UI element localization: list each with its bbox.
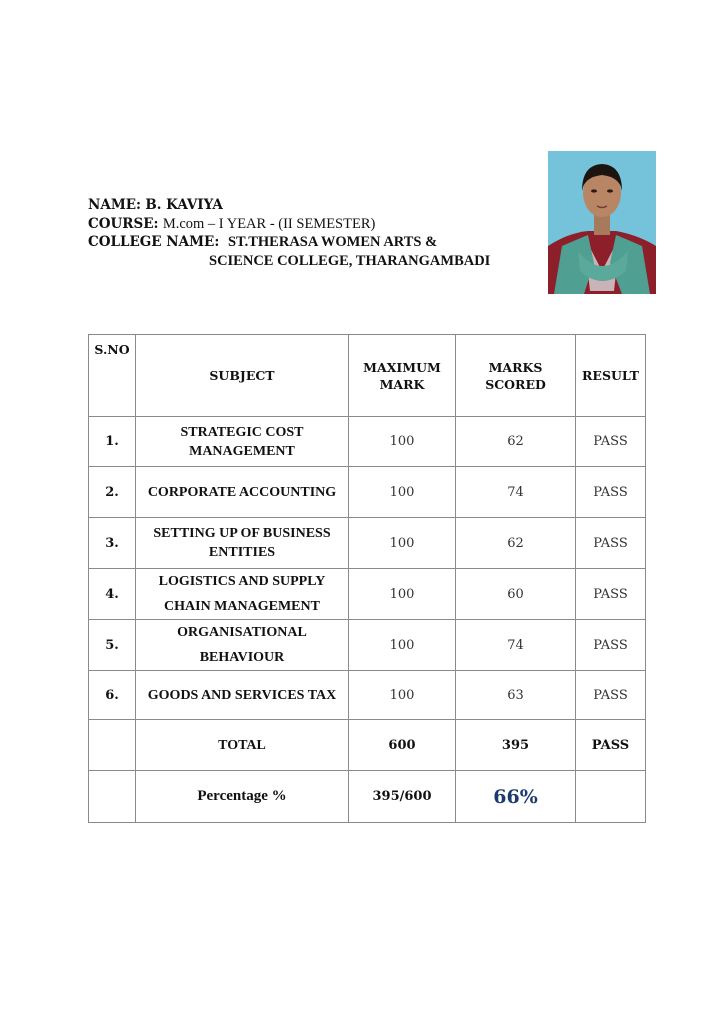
row-subject-line2: CHAIN MANAGEMENT	[164, 599, 320, 614]
percentage-result-empty	[576, 771, 646, 823]
percentage-sno-empty	[89, 771, 136, 823]
row-marks-scored: 63	[456, 671, 576, 720]
row-result: PASS	[576, 569, 646, 620]
table-row	[89, 620, 646, 671]
row-result: PASS	[576, 467, 646, 518]
header-maximum-mark-line1: MAXIMUM	[363, 359, 441, 375]
portrait-image	[548, 151, 656, 294]
row-subject-line1: CORPORATE ACCOUNTING	[147, 484, 337, 500]
course-value: M.com – I YEAR - (II SEMESTER)	[162, 215, 376, 232]
marks-table	[88, 334, 646, 823]
row-max-mark: 100	[349, 620, 456, 671]
percentage-row	[89, 771, 646, 823]
row-sno: 2.	[89, 467, 136, 518]
college-line-2	[88, 252, 490, 271]
row-result: PASS	[576, 671, 646, 720]
row-subject-line1: LOGISTICS AND SUPPLY	[158, 574, 326, 589]
header-marks-scored	[456, 335, 576, 417]
row-sno: 1.	[89, 417, 136, 467]
total-max: 600	[349, 720, 456, 771]
student-info	[88, 196, 490, 270]
name-label: NAME:	[88, 197, 142, 213]
header-marks-scored-line2: SCORED	[485, 376, 546, 392]
header-marks-scored-line1: MARKS	[488, 359, 543, 375]
row-sno: 5.	[89, 620, 136, 671]
college-label: COLLEGE NAME:	[88, 234, 220, 250]
row-max-mark: 100	[349, 671, 456, 720]
row-marks-scored: 74	[456, 467, 576, 518]
college-line	[88, 233, 490, 252]
row-sno: 4.	[89, 569, 136, 620]
row-result: PASS	[576, 417, 646, 467]
total-scored: 395	[456, 720, 576, 771]
row-subject-line1: ORGANISATIONAL	[177, 625, 307, 640]
row-max-mark: 100	[349, 569, 456, 620]
row-max-mark: 100	[349, 417, 456, 467]
row-subject	[136, 518, 349, 569]
name-line	[88, 196, 490, 215]
header-maximum-mark	[349, 335, 456, 417]
student-name: B. KAVIYA	[145, 197, 223, 213]
row-subject	[136, 569, 349, 620]
row-subject	[136, 620, 349, 671]
student-photo	[548, 151, 656, 294]
header-sno: S.NO	[89, 335, 136, 417]
course-label: COURSE:	[88, 215, 159, 232]
row-max-mark: 100	[349, 467, 456, 518]
table-row	[89, 417, 646, 467]
percentage-value: 66%	[456, 771, 576, 823]
row-marks-scored: 74	[456, 620, 576, 671]
row-subject-line2: MANAGEMENT	[189, 443, 295, 459]
college-name-line2: SCIENCE COLLEGE, THARANGAMBADI	[209, 252, 491, 269]
row-sno: 6.	[89, 671, 136, 720]
row-marks-scored: 62	[456, 518, 576, 569]
row-subject-line1: GOODS AND SERVICES TAX	[147, 687, 337, 703]
row-subject-line1: STRATEGIC COST	[180, 424, 304, 440]
table-row	[89, 671, 646, 720]
total-result: PASS	[576, 720, 646, 771]
course-line	[88, 215, 490, 234]
header-result: RESULT	[576, 335, 646, 417]
row-subject-line2: BEHAVIOUR	[199, 650, 285, 665]
row-subject-line1: SETTING UP OF BUSINESS	[153, 526, 331, 541]
row-subject-line2: ENTITIES	[208, 545, 276, 560]
table-row	[89, 467, 646, 518]
header-subject: SUBJECT	[136, 335, 349, 417]
total-label: TOTAL	[136, 720, 349, 771]
table-row	[89, 569, 646, 620]
row-max-mark: 100	[349, 518, 456, 569]
college-name-line1: ST.THERASA WOMEN ARTS &	[227, 234, 438, 250]
table-header-row	[89, 335, 646, 417]
row-result: PASS	[576, 518, 646, 569]
row-subject	[136, 467, 349, 518]
total-row	[89, 720, 646, 771]
row-result: PASS	[576, 620, 646, 671]
row-sno: 3.	[89, 518, 136, 569]
total-sno-empty	[89, 720, 136, 771]
table-row	[89, 518, 646, 569]
percentage-label: Percentage %	[136, 771, 349, 823]
row-marks-scored: 60	[456, 569, 576, 620]
row-marks-scored: 62	[456, 417, 576, 467]
row-subject	[136, 417, 349, 467]
row-subject	[136, 671, 349, 720]
header-maximum-mark-line2: MARK	[379, 376, 425, 392]
percentage-fraction: 395/600	[349, 771, 456, 823]
